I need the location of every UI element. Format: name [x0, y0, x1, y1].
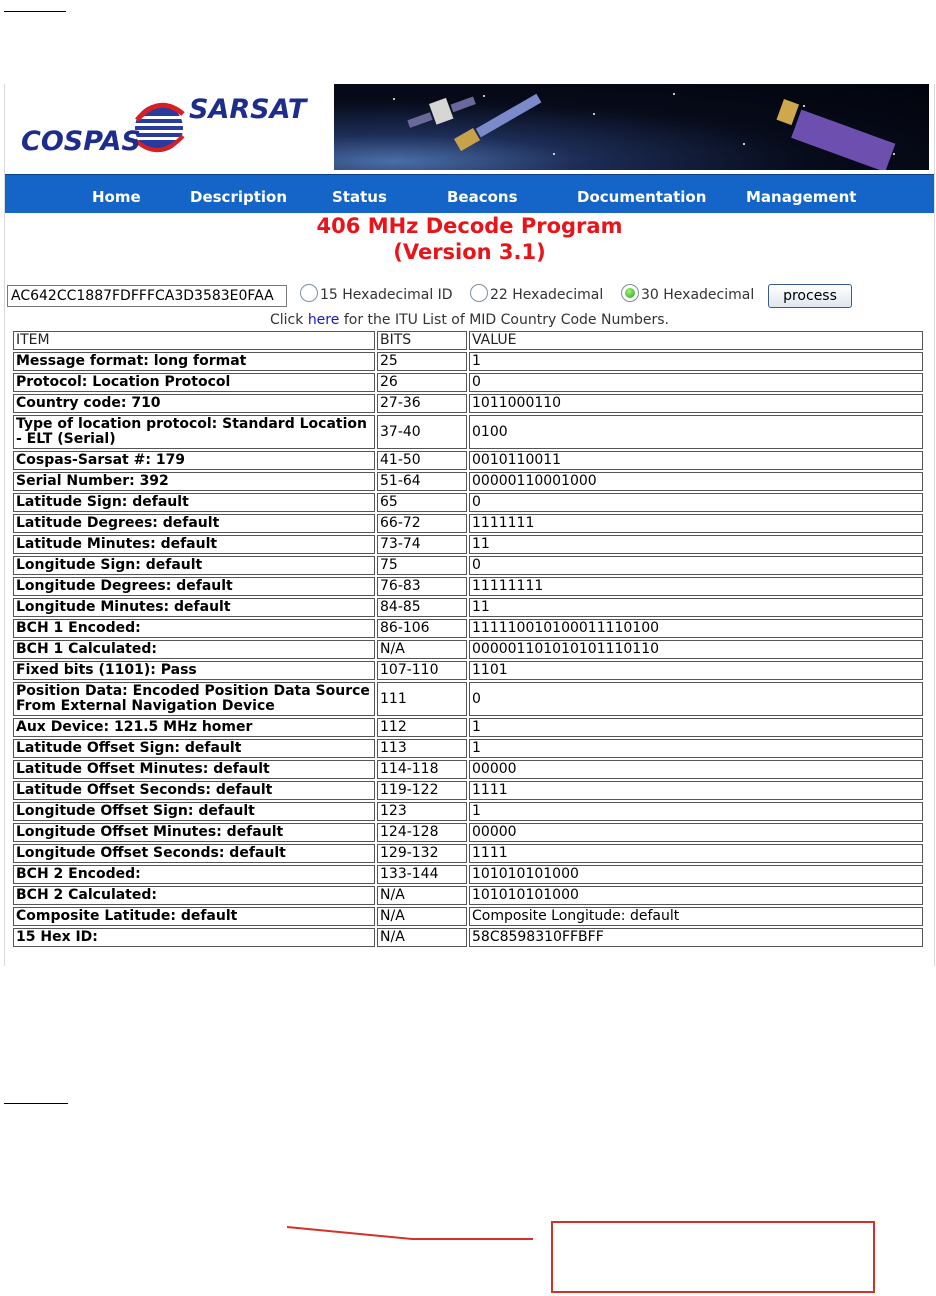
radio-30-hex-label: 30 Hexadecimal	[641, 287, 755, 303]
cell-value: 11	[469, 535, 923, 554]
cell-bits: 25	[377, 352, 467, 371]
cell-bits: 113	[377, 739, 467, 758]
cell-item: BCH 2 Calculated:	[13, 886, 375, 905]
cell-bits: N/A	[377, 886, 467, 905]
cell-bits: 76-83	[377, 577, 467, 596]
cell-value: 00000110001000	[469, 472, 923, 491]
cell-value: 1111	[469, 781, 923, 800]
cell-item: Longitude Offset Seconds: default	[13, 844, 375, 863]
cell-value: 1011000110	[469, 394, 923, 413]
cell-item: Fixed bits (1101): Pass	[13, 661, 375, 680]
cell-bits: 129-132	[377, 844, 467, 863]
nav-status[interactable]: Status	[332, 188, 387, 206]
cell-item: Type of location protocol: Standard Location - ELT (Serial)	[13, 415, 375, 449]
cell-value: 1	[469, 718, 923, 737]
header-bits: BITS	[377, 331, 467, 350]
cell-bits: 65	[377, 493, 467, 512]
cell-bits: 133-144	[377, 865, 467, 884]
cell-bits: 119-122	[377, 781, 467, 800]
cell-item: Latitude Sign: default	[13, 493, 375, 512]
cell-bits: 73-74	[377, 535, 467, 554]
annotation-callout-box	[551, 1221, 875, 1293]
cell-item: BCH 1 Encoded:	[13, 619, 375, 638]
cell-value: 00000	[469, 760, 923, 779]
cell-value: 1	[469, 802, 923, 821]
cell-bits: 123	[377, 802, 467, 821]
cell-bits: 112	[377, 718, 467, 737]
cell-item: 15 Hex ID:	[13, 928, 375, 947]
cell-item: Longitude Offset Minutes: default	[13, 823, 375, 842]
cell-bits: 26	[377, 373, 467, 392]
cell-item: Latitude Offset Sign: default	[13, 739, 375, 758]
cell-item: Country code: 710	[13, 394, 375, 413]
page-title-line2: (Version 3.1)	[393, 240, 546, 264]
cell-item: Message format: long format	[13, 352, 375, 371]
cell-bits: N/A	[377, 928, 467, 947]
cell-item: Serial Number: 392	[13, 472, 375, 491]
cell-bits: 37-40	[377, 415, 467, 449]
cell-item: Longitude Sign: default	[13, 556, 375, 575]
cell-bits: 51-64	[377, 472, 467, 491]
cell-value: 00000	[469, 823, 923, 842]
page-title-line1: 406 MHz Decode Program	[316, 214, 623, 238]
cell-item: Latitude Offset Minutes: default	[13, 760, 375, 779]
cell-value: 58C8598310FFBFF	[469, 928, 923, 947]
nav-beacons[interactable]: Beacons	[447, 188, 518, 206]
logo-cospas-text: COSPAS	[21, 126, 141, 157]
cell-item: Longitude Degrees: default	[13, 577, 375, 596]
radio-15-hex-label: 15 Hexadecimal ID	[320, 287, 453, 303]
header-value: VALUE	[469, 331, 923, 350]
nav-documentation[interactable]: Documentation	[577, 188, 707, 206]
cell-item: Composite Latitude: default	[13, 907, 375, 926]
cell-value: 111110010100011110100	[469, 619, 923, 638]
header-item: ITEM	[13, 331, 375, 350]
cell-item: BCH 2 Encoded:	[13, 865, 375, 884]
cell-value: 0010110011	[469, 451, 923, 470]
cell-bits: 84-85	[377, 598, 467, 617]
cell-value: 11111111	[469, 577, 923, 596]
cell-value: 1101	[469, 661, 923, 680]
cell-value: 1	[469, 739, 923, 758]
cell-value: 0	[469, 682, 923, 716]
cell-bits: 107-110	[377, 661, 467, 680]
cell-bits: 41-50	[377, 451, 467, 470]
cell-value: 1	[469, 352, 923, 371]
cell-bits: 114-118	[377, 760, 467, 779]
cell-value: 000001101010101110110	[469, 640, 923, 659]
cell-item: Cospas-Sarsat #: 179	[13, 451, 375, 470]
cell-value: 0100	[469, 415, 923, 449]
cell-item: Aux Device: 121.5 MHz homer	[13, 718, 375, 737]
cell-bits: N/A	[377, 640, 467, 659]
itu-here-link[interactable]: here	[307, 312, 340, 328]
cell-value: 0	[469, 373, 923, 392]
cell-item: Protocol: Location Protocol	[13, 373, 375, 392]
cell-value: 1111	[469, 844, 923, 863]
cell-value: 0	[469, 556, 923, 575]
cell-item: BCH 1 Calculated:	[13, 640, 375, 659]
itu-text-after: for the ITU List of MID Country Code Numbers.	[339, 312, 669, 328]
cell-bits: 124-128	[377, 823, 467, 842]
cell-value: 11	[469, 598, 923, 617]
nav-home[interactable]: Home	[92, 188, 141, 206]
nav-description[interactable]: Description	[190, 188, 288, 206]
cell-bits: 111	[377, 682, 467, 716]
cell-bits: 27-36	[377, 394, 467, 413]
cell-value: 0	[469, 493, 923, 512]
cell-bits: 86-106	[377, 619, 467, 638]
nav-management[interactable]: Management	[746, 188, 857, 206]
cell-value: 1111111	[469, 514, 923, 533]
cell-value: Composite Longitude: default	[469, 907, 923, 926]
logo-sarsat-text: SARSAT	[189, 94, 307, 125]
cell-item: Latitude Degrees: default	[13, 514, 375, 533]
cell-value: 101010101000	[469, 886, 923, 905]
radio-22-hex-label: 22 Hexadecimal	[490, 287, 604, 303]
cell-value: 101010101000	[469, 865, 923, 884]
cell-item: Position Data: Encoded Position Data Source From External Navigation Device	[13, 682, 375, 716]
cell-bits: N/A	[377, 907, 467, 926]
process-button[interactable]: process	[768, 284, 852, 308]
cell-item: Latitude Offset Seconds: default	[13, 781, 375, 800]
cell-bits: 66-72	[377, 514, 467, 533]
cell-item: Longitude Offset Sign: default	[13, 802, 375, 821]
itu-text-before: Click	[270, 312, 308, 328]
cell-item: Latitude Minutes: default	[13, 535, 375, 554]
cell-bits: 75	[377, 556, 467, 575]
cell-item: Longitude Minutes: default	[13, 598, 375, 617]
